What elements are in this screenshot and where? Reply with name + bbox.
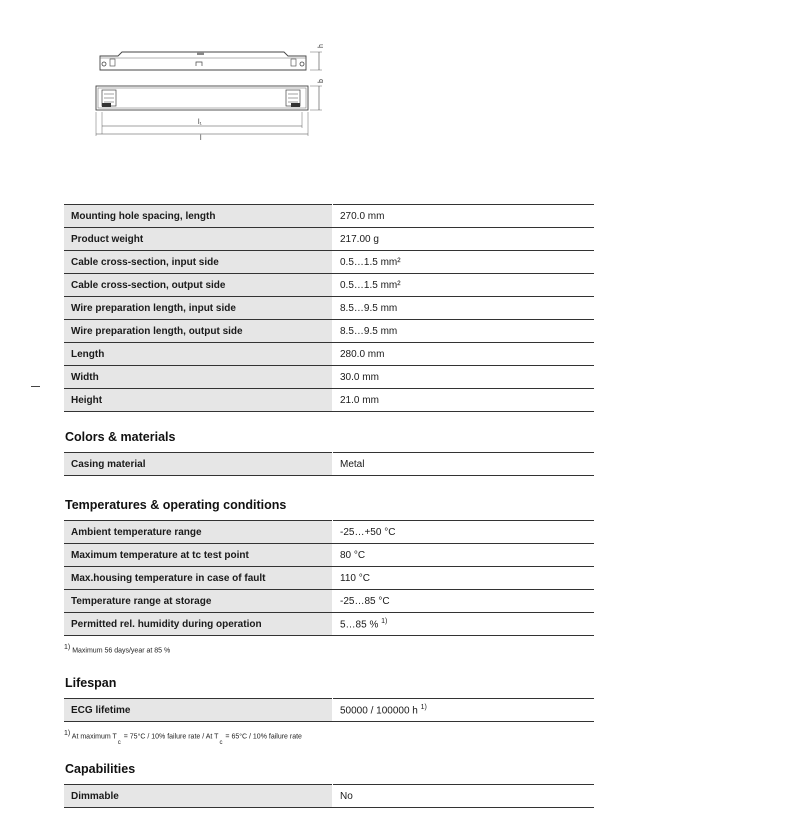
- footnote: [64, 730, 594, 747]
- footnote-text: = 65°C / 10% failure rate: [225, 733, 302, 741]
- table-row: [64, 567, 594, 590]
- table-row: [64, 389, 594, 412]
- table-row: [64, 274, 594, 297]
- capabilities-section: [64, 762, 594, 808]
- spec-label: Temperature range at storage: [64, 590, 333, 613]
- table-row: [64, 613, 594, 636]
- general-spec-table: [64, 204, 594, 412]
- spec-label: Product weight: [64, 228, 333, 251]
- lifespan-section: [64, 676, 594, 747]
- footnote-marker: 1): [64, 644, 71, 651]
- dimension-label-h: h: [318, 44, 325, 48]
- table-row: [64, 699, 594, 722]
- section-title-colors: Colors & materials: [65, 430, 176, 444]
- dimension-label-b: b: [318, 79, 325, 83]
- table-row: [64, 251, 594, 274]
- spec-label: Maximum temperature at tc test point: [64, 544, 333, 567]
- spec-label: Cable cross-section, output side: [64, 274, 333, 297]
- spec-value: 8.5…9.5 mm: [333, 297, 595, 320]
- spec-label: Wire preparation length, output side: [64, 320, 333, 343]
- spec-label: Wire preparation length, input side: [64, 297, 333, 320]
- table-row: [64, 544, 594, 567]
- spec-value: 21.0 mm: [333, 389, 595, 412]
- table-row: [64, 343, 594, 366]
- table-row: [64, 228, 594, 251]
- spec-label: Max.housing temperature in case of fault: [64, 567, 333, 590]
- spec-label: Ambient temperature range: [64, 521, 333, 544]
- spec-value: 80 °C: [333, 544, 595, 567]
- spec-value: Metal: [333, 453, 595, 476]
- footnote-subscript: c: [117, 740, 121, 747]
- temperatures-spec-table: [64, 520, 594, 636]
- spec-value: 0.5…1.5 mm²: [333, 274, 595, 297]
- section-title-temperatures: Temperatures & operating conditions: [65, 498, 287, 512]
- spec-label: ECG lifetime: [64, 699, 333, 722]
- margin-dash: [31, 386, 40, 387]
- temperatures-section: [64, 498, 594, 654]
- spec-value: No: [333, 785, 595, 808]
- spec-value: 217.00 g: [333, 228, 595, 251]
- spec-value: 50000 / 100000 h: [340, 705, 418, 717]
- general-section: [64, 204, 594, 412]
- spec-value: 270.0 mm: [333, 205, 595, 228]
- spec-value: 5…85 %: [340, 619, 379, 631]
- spec-value: -25…85 °C: [333, 590, 595, 613]
- spec-label: Width: [64, 366, 333, 389]
- spec-value-with-note: [333, 699, 595, 722]
- footnote-marker: 1): [64, 730, 71, 737]
- footnote-subscript: c: [219, 740, 223, 747]
- table-row: [64, 297, 594, 320]
- table-row: [64, 785, 594, 808]
- spec-label: Casing material: [64, 453, 333, 476]
- product-dimension-drawing: [88, 40, 333, 142]
- capabilities-spec-table: [64, 784, 594, 808]
- footnote-text: At maximum T: [71, 733, 117, 741]
- spec-label: Cable cross-section, input side: [64, 251, 333, 274]
- spec-label: Dimmable: [64, 785, 333, 808]
- colors-section: [64, 430, 594, 476]
- spec-label: Mounting hole spacing, length: [64, 205, 333, 228]
- footnote: [64, 644, 594, 654]
- spec-value: 8.5…9.5 mm: [333, 320, 595, 343]
- table-row: [64, 590, 594, 613]
- footnote-ref: 1): [381, 617, 388, 625]
- section-title-capabilities: Capabilities: [65, 762, 136, 776]
- table-row: [64, 453, 594, 476]
- spec-label: Height: [64, 389, 333, 412]
- spec-value: 280.0 mm: [333, 343, 595, 366]
- footnote-text: = 75°C / 10% failure rate / At T: [123, 733, 219, 741]
- table-row: [64, 366, 594, 389]
- spec-value: 110 °C: [333, 567, 595, 590]
- dimension-label-l: l: [200, 135, 202, 142]
- spec-value: 0.5…1.5 mm²: [333, 251, 595, 274]
- spec-label: Length: [64, 343, 333, 366]
- table-row: [64, 320, 594, 343]
- spec-value: 30.0 mm: [333, 366, 595, 389]
- table-row: [64, 521, 594, 544]
- colors-spec-table: [64, 452, 594, 476]
- footnote-ref: 1): [420, 703, 427, 711]
- table-row: [64, 205, 594, 228]
- spec-label: Permitted rel. humidity during operation: [64, 613, 333, 636]
- spec-value: -25…+50 °C: [333, 521, 595, 544]
- spec-value-with-note: [333, 613, 595, 636]
- section-title-lifespan: Lifespan: [65, 676, 117, 690]
- lifespan-spec-table: [64, 698, 594, 722]
- dimension-label-l1: l₁: [198, 119, 202, 126]
- footnote-text: Maximum 56 days/year at 85 %: [72, 647, 171, 655]
